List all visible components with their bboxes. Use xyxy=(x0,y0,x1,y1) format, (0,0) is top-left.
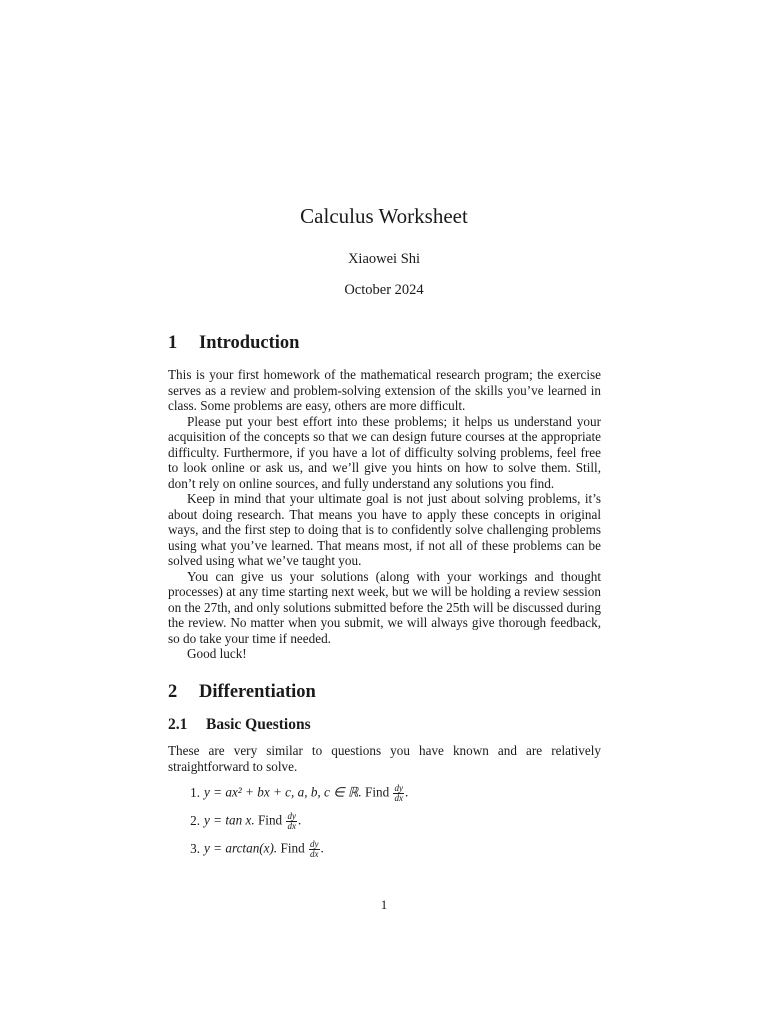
paragraph: Please put your best effort into these problems; it helps us understand your acquisition of the concepts so that we can design future courses at the appropriate difficulty. Furthermore, if you have a lot of difficulty solving problems, feel free to look online or ask us, and we’ll give you hints on how to solve them. Still, don’t rely on online sources, and fully understand any solutions you find. xyxy=(168,413,601,491)
item-expression: y = tan x. xyxy=(204,812,255,828)
derivative-fraction: $\frac{dy}{dx}$ xyxy=(394,783,403,803)
list-item: 2. y = tan x. Find $\frac{dy}{dx}$ . xyxy=(182,812,301,831)
section-1-heading xyxy=(168,333,299,354)
paragraph: Good luck! xyxy=(187,646,247,661)
section-title: Differentiation xyxy=(199,682,316,702)
document-author: Xiaowei Shi xyxy=(347,251,421,267)
document-date: October 2024 xyxy=(344,282,424,298)
document-title: Calculus Worksheet xyxy=(300,204,468,228)
derivative-fraction: $\frac{dy}{dx}$ xyxy=(310,839,319,859)
list-item: 1. y = ax² + bx + c, a, b, c ∈ ℝ. Find $\frac{dy}{dx}$ . xyxy=(182,784,408,803)
paragraph: These are very similar to questions you have known and are relatively straightforward to solve. xyxy=(168,743,601,774)
section-title: Introduction xyxy=(199,333,300,353)
section-number: 2 xyxy=(168,682,178,702)
paragraph: You can give us your solutions (along with your workings and thought processes) at any time starting next week, but we will be holding a review session on the 27th, and only solutions submitted before the 25th will be discussed during the review. No matter when you submit, we will always give thorough feedback, so do take your time if needed. xyxy=(168,568,601,646)
find-label: Find xyxy=(364,784,390,800)
subsection-2-1-heading xyxy=(168,716,311,734)
page-number: 1 xyxy=(380,897,388,912)
item-expression: y = arctan(x). xyxy=(204,840,278,856)
paragraph: This is your first homework of the mathematical research program; the exercise serves as a review and problem-solving extension of the skills you’ve learned in class. Some problems are easy, others are more difficult. xyxy=(168,367,601,413)
section-number: 1 xyxy=(168,333,178,353)
derivative-fraction: $\frac{dy}{dx}$ xyxy=(287,811,296,831)
subsection-number: 2.1 xyxy=(168,716,188,733)
item-number: 3. xyxy=(190,840,200,856)
list-item: 3. y = arctan(x). Find $\frac{dy}{dx}$ . xyxy=(182,840,324,859)
item-number: 2. xyxy=(190,812,200,828)
introduction-body xyxy=(168,367,601,662)
item-expression: y = ax² + bx + c, a, b, c ∈ ℝ. xyxy=(204,784,362,800)
find-label: Find xyxy=(280,840,305,856)
section-2-heading xyxy=(168,682,316,703)
item-number: 1. xyxy=(190,784,200,800)
subsection-title: Basic Questions xyxy=(206,716,311,733)
subsection-intro xyxy=(168,743,601,774)
find-label: Find xyxy=(257,812,283,828)
paragraph: Keep in mind that your ultimate goal is not just about solving problems, it’s about doing research. That means you have to apply these concepts in original ways, and the first step to doing that is to confidently solve challenging problems using what you’ve learned. That means most, if not all of these problems can be solved using what we’ve taught you. xyxy=(168,491,601,568)
